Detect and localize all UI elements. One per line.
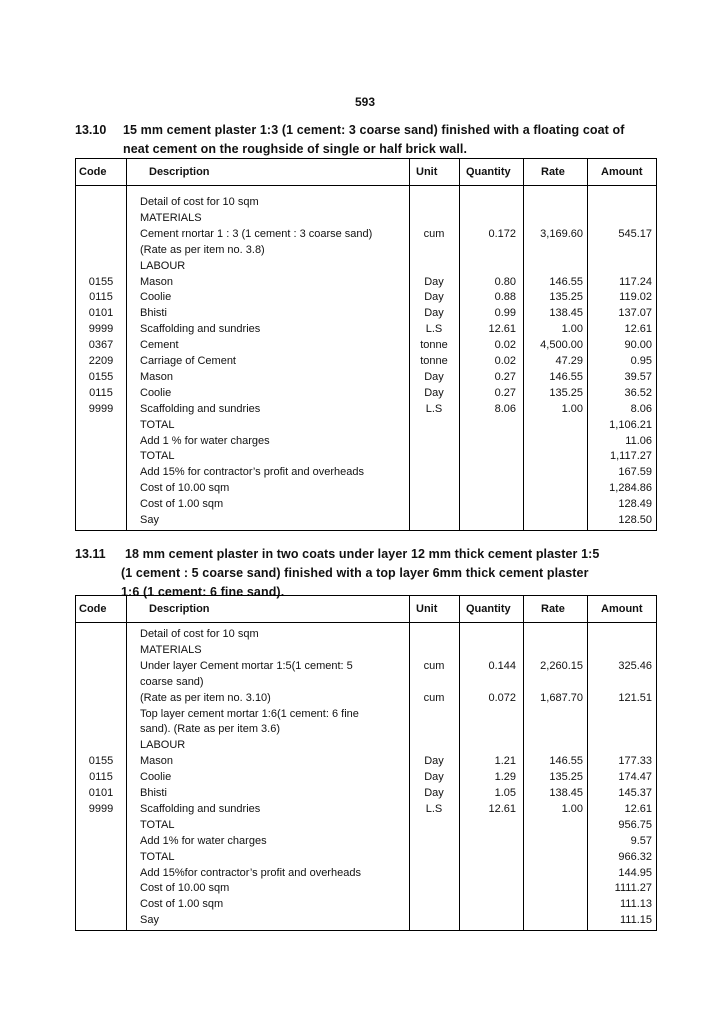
row-rate: 47.29 (555, 355, 583, 367)
table-row (76, 626, 656, 642)
row-amount: 145.37 (618, 787, 652, 799)
item-title-line: 1:6 (1 cement: 6 fine sand). (121, 585, 285, 599)
table-row (76, 369, 656, 385)
column-header-amount: Amount (601, 166, 643, 178)
row-unit: tonne (420, 339, 448, 352)
row-description: (Rate as per item no. 3.10) (140, 691, 271, 704)
row-description: Add 1 % for water charges (140, 434, 270, 447)
table-row (76, 210, 656, 226)
table-row (76, 480, 656, 496)
row-description: TOTAL (140, 850, 175, 863)
row-amount: 325.46 (618, 659, 652, 672)
row-rate: 1.00 (561, 402, 583, 415)
table-row (76, 658, 656, 674)
row-description: MATERIALS (140, 211, 202, 224)
row-amount: 9.57 (630, 834, 652, 847)
table-row (76, 690, 656, 706)
table-row (76, 321, 656, 337)
table-row (76, 274, 656, 290)
table-row (76, 448, 656, 464)
column-header-description: Description (149, 166, 210, 178)
row-quantity: 0.88 (494, 291, 516, 304)
table-row (76, 258, 656, 274)
item-title (121, 545, 661, 602)
table-row (76, 464, 656, 480)
column-header-quantity: Quantity (466, 603, 511, 615)
row-description: TOTAL (140, 818, 175, 831)
row-rate: 1.00 (561, 802, 583, 815)
row-amount: 12.61 (624, 802, 652, 815)
table-row (76, 865, 656, 881)
row-code: 0155 (88, 370, 114, 383)
item-title-line: neat cement on the roughside of single or half brick wall. (123, 142, 468, 156)
row-unit: L.S (425, 402, 443, 415)
column-header-quantity: Quantity (466, 166, 511, 178)
row-amount: 90.00 (624, 339, 652, 352)
row-rate: 3,169.60 (540, 227, 583, 240)
row-amount: 119.02 (619, 291, 652, 304)
row-description: Top layer cement mortar 1:6(1 cement: 6 fine (140, 707, 359, 720)
row-unit: Day (424, 386, 444, 399)
row-code: 0115 (89, 386, 113, 399)
table-row (76, 194, 656, 210)
row-description: Mason (140, 370, 174, 383)
row-description: Bhisti (140, 307, 167, 320)
row-description: Add 1% for water charges (140, 834, 267, 847)
row-description: (Rate as per item no. 3.8) (140, 243, 265, 256)
row-description: Cost of 10.00 sqm (140, 482, 230, 495)
table-row (76, 912, 656, 928)
row-quantity: 0.172 (488, 227, 516, 240)
row-description: Add 15%for contractor’s profit and overheads (140, 866, 361, 879)
row-code: 0101 (88, 307, 114, 320)
row-amount: 174.47 (618, 771, 652, 784)
row-description: Coolie (140, 386, 172, 399)
table-row (76, 880, 656, 896)
row-description: LABOUR (140, 259, 186, 272)
table-row (76, 401, 656, 417)
row-unit: Day (424, 307, 444, 320)
row-amount: 0.95 (630, 355, 652, 367)
row-amount: 144.95 (618, 866, 652, 879)
table-row (76, 385, 656, 401)
row-description: Coolie (140, 291, 172, 304)
column-header-rate: Rate (541, 166, 565, 178)
row-rate: 4,500.00 (540, 339, 583, 352)
row-rate: 138.45 (549, 307, 583, 320)
table-row (76, 337, 656, 353)
table-row (76, 226, 656, 242)
table-row (76, 801, 656, 817)
table-row (76, 817, 656, 833)
row-description: Add 15% for contractor’s profit and overheads (140, 466, 365, 479)
row-amount: 121.51 (618, 691, 652, 704)
row-unit: L.S (425, 802, 443, 815)
row-amount: 36.52 (624, 386, 652, 399)
row-unit: Day (424, 755, 444, 768)
row-description: Under layer Cement mortar 1:5(1 cement: 5 (140, 659, 353, 672)
row-amount: 966.32 (618, 850, 652, 863)
row-description: Mason (140, 275, 174, 288)
row-amount: 1111.27 (614, 882, 652, 895)
row-unit: Day (424, 787, 444, 799)
column-header-description: Description (149, 603, 210, 615)
row-unit: cum (423, 227, 445, 240)
row-code: 0367 (88, 339, 114, 352)
row-quantity: 0.27 (494, 386, 516, 399)
row-amount: 111.13 (619, 898, 652, 911)
table-header (76, 596, 656, 623)
table-row (76, 674, 656, 690)
table-row (76, 242, 656, 258)
row-code: 2209 (88, 355, 114, 367)
row-rate: 1.00 (561, 323, 583, 336)
row-description: Detail of cost for 10 sqm (140, 196, 259, 208)
row-amount: 128.50 (618, 514, 652, 526)
row-unit: cum (423, 691, 445, 704)
row-description: Say (140, 514, 159, 526)
row-unit: tonne (420, 355, 448, 367)
table-row (76, 785, 656, 801)
row-quantity: 1.29 (494, 771, 516, 784)
column-header-amount: Amount (601, 603, 643, 615)
row-quantity: 0.99 (494, 307, 516, 320)
row-description: Coolie (140, 771, 172, 784)
table-row (76, 512, 656, 528)
row-description: Cement (140, 339, 179, 352)
row-code: 9999 (88, 402, 114, 415)
row-rate: 135.25 (549, 771, 583, 784)
row-amount: 8.06 (630, 402, 652, 415)
table-row (76, 769, 656, 785)
column-header-unit: Unit (416, 603, 438, 615)
item-title-line: 15 mm cement plaster 1:3 (1 cement: 3 coarse sand) finished with a floating coat of (123, 123, 625, 137)
row-description: Carriage of Cement (140, 355, 236, 367)
item-number: 13.10 (75, 123, 107, 137)
row-description: Cost of 1.00 sqm (140, 498, 224, 511)
item-heading-13-10 (75, 121, 660, 161)
table-row (76, 353, 656, 369)
row-description: Scaffolding and sundries (140, 802, 261, 815)
row-rate: 138.45 (549, 787, 583, 799)
row-amount: 1,117.27 (609, 450, 652, 463)
row-rate: 135.25 (549, 386, 583, 399)
row-rate: 1,687.70 (540, 691, 583, 704)
rate-analysis-table-13-10 (75, 158, 657, 531)
row-description: Bhisti (140, 787, 167, 799)
row-unit: Day (424, 291, 444, 304)
row-description: MATERIALS (140, 643, 202, 656)
row-amount: 137.07 (618, 307, 652, 320)
row-rate: 146.55 (549, 275, 583, 288)
table-row (76, 433, 656, 449)
row-code: 0115 (89, 291, 113, 304)
row-quantity: 0.80 (494, 275, 516, 288)
row-code: 0155 (88, 755, 114, 768)
row-description: Cost of 10.00 sqm (140, 882, 230, 895)
row-description: Say (140, 914, 159, 927)
row-amount: 117.24 (619, 275, 652, 288)
item-number: 13.11 (75, 547, 106, 561)
row-description: coarse sand) (140, 675, 204, 688)
row-code: 0155 (88, 275, 114, 288)
row-description: TOTAL (140, 418, 175, 431)
row-amount: 956.75 (618, 818, 652, 831)
row-amount: 1,106.21 (609, 418, 652, 431)
row-quantity: 1.21 (494, 755, 516, 768)
row-amount: 545.17 (618, 227, 652, 240)
row-code: 0101 (88, 787, 114, 799)
row-description: Detail of cost for 10 sqm (140, 628, 259, 640)
row-amount: 128.49 (618, 498, 652, 511)
row-amount: 111.15 (619, 914, 652, 927)
row-code: 0115 (89, 771, 113, 784)
table-row (76, 417, 656, 433)
row-description: Cost of 1.00 sqm (140, 898, 224, 911)
row-description: Mason (140, 755, 174, 768)
column-header-unit: Unit (416, 166, 438, 178)
table-row (76, 833, 656, 849)
table-row (76, 753, 656, 769)
row-code: 9999 (88, 323, 114, 336)
table-row (76, 305, 656, 321)
row-quantity: 8.06 (494, 402, 516, 415)
rate-analysis-table-13-11 (75, 595, 657, 931)
row-amount: 167.59 (618, 466, 652, 479)
table-row (76, 849, 656, 865)
row-quantity: 0.27 (494, 370, 516, 383)
row-description: LABOUR (140, 739, 186, 752)
row-code: 9999 (88, 802, 114, 815)
row-quantity: 0.072 (488, 691, 516, 704)
row-unit: Day (424, 771, 444, 784)
table-row (76, 289, 656, 305)
row-quantity: 0.02 (494, 339, 516, 352)
row-description: Scaffolding and sundries (140, 323, 261, 336)
row-rate: 146.55 (549, 370, 583, 383)
row-description: Scaffolding and sundries (140, 402, 261, 415)
column-header-rate: Rate (541, 603, 565, 615)
item-title (123, 121, 663, 159)
row-amount: 39.57 (624, 370, 652, 383)
row-rate: 146.55 (549, 755, 583, 768)
row-unit: L.S (425, 323, 443, 336)
row-quantity: 1.05 (494, 787, 516, 799)
column-header-code: Code (79, 603, 107, 615)
row-description: TOTAL (140, 450, 175, 463)
table-header (76, 159, 656, 186)
row-description: Cement rnortar 1 : 3 (1 cement : 3 coarse sand) (140, 227, 373, 240)
table-row (76, 737, 656, 753)
table-row (76, 642, 656, 658)
row-unit: Day (424, 275, 444, 288)
row-rate: 135.25 (549, 291, 583, 304)
table-row (76, 896, 656, 912)
table-row (76, 496, 656, 512)
row-quantity: 12.61 (488, 802, 516, 815)
row-amount: 1,284.86 (609, 482, 652, 495)
row-amount: 177.33 (618, 755, 652, 768)
row-amount: 11.06 (625, 434, 652, 447)
row-rate: 2,260.15 (540, 659, 583, 672)
table-row (76, 721, 656, 737)
row-quantity: 0.144 (488, 659, 516, 672)
row-amount: 12.61 (624, 323, 652, 336)
item-title-line: (1 cement : 5 coarse sand) finished with a top layer 6mm thick cement plaster (121, 566, 589, 580)
column-header-code: Code (79, 166, 107, 178)
page-number: 593 (354, 95, 376, 109)
row-unit: Day (424, 370, 444, 383)
row-quantity: 0.02 (494, 355, 516, 367)
row-unit: cum (423, 659, 445, 672)
table-row (76, 706, 656, 722)
item-heading-13-11 (75, 545, 660, 602)
row-description: sand). (Rate as per item 3.6) (140, 723, 281, 736)
row-quantity: 12.61 (488, 323, 516, 336)
item-title-line: 18 mm cement plaster in two coats under layer 12 mm thick cement plaster 1:5 (125, 547, 600, 561)
